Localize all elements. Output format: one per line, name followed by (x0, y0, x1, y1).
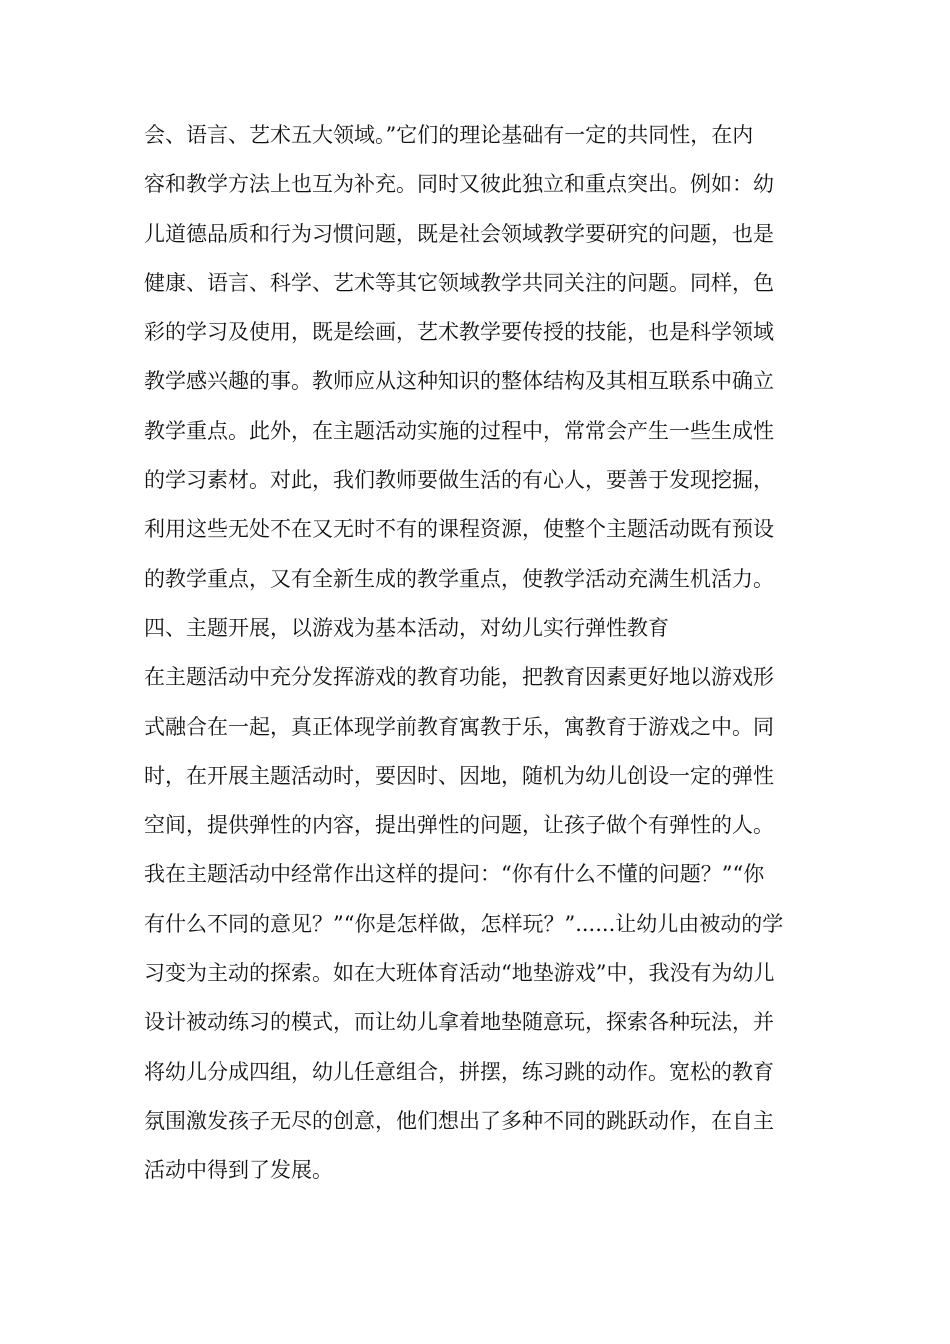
text-line: 健康、语言、科学、艺术等其它领域教学共同关注的问题。同样，色 (144, 270, 774, 295)
body-text (144, 111, 816, 1196)
text-line: 会、语言、艺术五大领域。”它们的理论基础有一定的共同性，在内 (144, 123, 754, 147)
text-line: 将幼儿分成四组，幼儿任意组合，拼摆，练习跳的动作。宽松的教育 (144, 1059, 774, 1084)
text-line: 的学习素材。对此，我们教师要做生活的有心人，要善于发现挖掘， (144, 468, 774, 493)
text-line: 利用这些无处不在又无时不有的课程资源，使整个主题活动既有预设 (144, 517, 774, 542)
text-line: 容和教学方法上也互为补充。同时又彼此独立和重点突出。例如：幼 (144, 172, 774, 197)
text-line: 的教学重点，又有全新生成的教学重点，使教学活动充满生机活力。 (144, 566, 774, 591)
text-line: 教学感兴趣的事。教师应从这种知识的整体结构及其相互联系中确立 (144, 369, 774, 394)
text-line: 设计被动练习的模式，而让幼儿拿着地垫随意玩，探索各种玩法，并 (144, 1010, 774, 1035)
section-heading: 四、主题开展，以游戏为基本活动，对幼儿实行弹性教育 (144, 615, 669, 640)
text-line: 氛围激发孩子无尽的创意，他们想出了多种不同的跳跃动作，在自主 (144, 1108, 774, 1133)
text-line: 彩的学习及使用，既是绘画，艺术教学要传授的技能，也是科学领域 (144, 320, 774, 345)
text-line: 我在主题活动中经常作出这样的提问：“你有什么不懂的问题？”“你 (144, 862, 765, 887)
text-line: 活动中得到了发展。 (144, 1158, 333, 1183)
text-line: 时，在开展主题活动时，要因时、因地，随机为幼儿创设一定的弹性 (144, 763, 774, 788)
text-line: 儿道德品质和行为习惯问题，既是社会领域教学要研究的问题，也是 (144, 221, 774, 246)
text-line: 有什么不同的意见？”“你是怎样做，怎样玩？”......让幼儿由被动的学 (144, 911, 784, 936)
text-line: 教学重点。此外，在主题活动实施的过程中，常常会产生一些生成性 (144, 418, 774, 443)
text-line: 在主题活动中充分发挥游戏的教育功能，把教育因素更好地以游戏形 (144, 665, 774, 690)
text-line: 式融合在一起，真正体现学前教育寓教于乐，寓教育于游戏之中。同 (144, 714, 774, 739)
text-line: 习变为主动的探索。如在大班体育活动“地垫游戏”中，我没有为幼儿 (144, 961, 775, 986)
text-line: 空间，提供弹性的内容，提出弹性的问题，让孩子做个有弹性的人。 (144, 813, 774, 838)
